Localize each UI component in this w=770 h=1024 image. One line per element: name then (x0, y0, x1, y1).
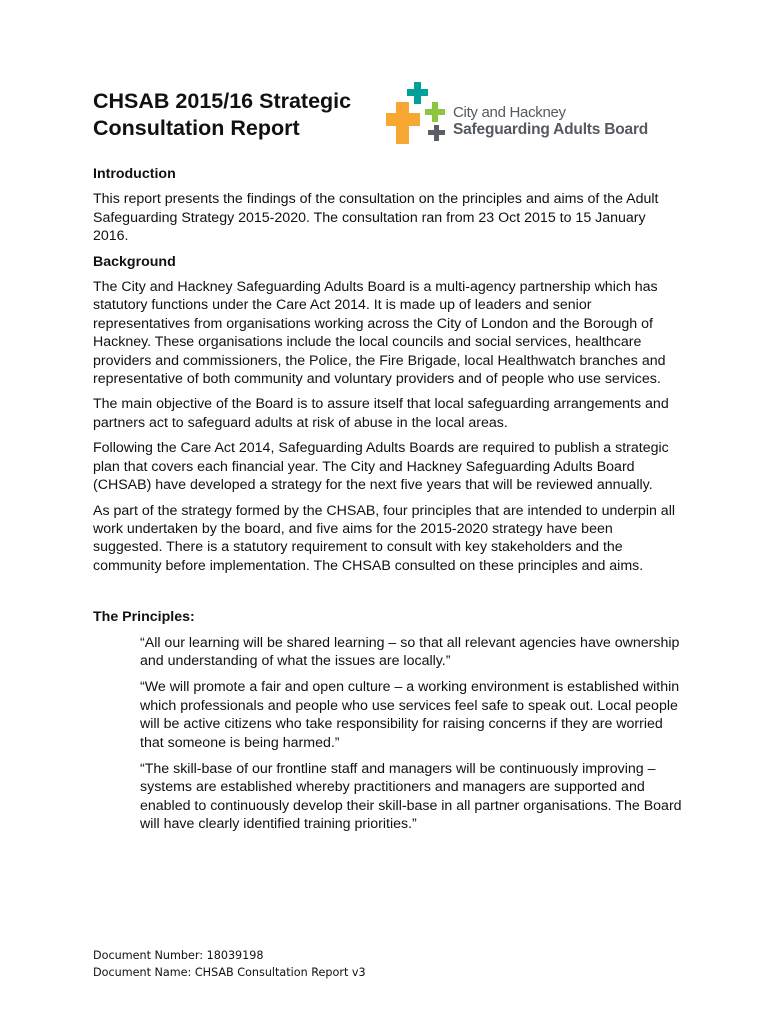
orange-cross-icon (386, 102, 420, 144)
teal-cross-icon (407, 82, 428, 104)
principle-item: “The skill-base of our frontline staff and managers will be continuously improving – systems are established whereby practitioners and managers are supported and enabled to continuously develop their skill-base in all partner organisations. The Board will have clearly identified training priorities.” (140, 760, 682, 833)
introduction-paragraph: This report presents the findings of the consultation on the principles and aims of the Adult Safeguarding Strategy 2015-2020. The consultation ran from 23 Oct 2015 to 15 January 2016. (93, 191, 659, 245)
section-spacer (93, 582, 683, 608)
background-paragraph-4: As part of the strategy formed by the CHSAB, four principles that are intended to underpin all work undertaken by the board, and five aims for the 2015-2020 strategy have been suggested. There is a statutory requirement to consult with key stakeholders and the community before implementation. The CHSAB consulted on these principles and aims. (93, 502, 676, 574)
green-cross-icon (425, 102, 445, 122)
background-paragraph-3: Following the Care Act 2014, Safeguarding Adults Boards are required to publish a strategic plan that covers each financial year. The City and Hackney Safeguarding Adults Board (CHSAB) have developed a strategy for the next five years that will be reviewed annually. (93, 440, 669, 494)
title-line-2: Consultation Report (93, 116, 300, 140)
introduction-heading: Introduction (93, 166, 176, 182)
principle-item: “All our learning will be shared learning – so that all relevant agencies have ownership and understanding of what the issues are locally.” (140, 634, 680, 669)
footer-document-number: Document Number: 18039198 (93, 949, 264, 962)
document-footer (93, 947, 366, 981)
background-paragraph-1: The City and Hackney Safeguarding Adults Board is a multi-agency partnership which has statutory functions under the Care Act 2014. It is made up of leaders and senior representatives from organisations working across the City of London and the Borough of Hackney. These organisations include the local councils and social services, healthcare providers and commissioners, the Police, the Fire Brigade, local Healthwatch branches and representative of both community and voluntary providers and of people who use services. (93, 279, 666, 388)
chsab-logo (383, 80, 673, 150)
principles-heading: The Principles: (93, 609, 195, 626)
background-paragraph-2: The main objective of the Board is to assure itself that local safeguarding arrangements and partners act to safeguard adults at risk of abuse in the local areas. (93, 396, 669, 431)
footer-document-name: Document Name: CHSAB Consultation Report v3 (93, 966, 366, 979)
logo-text-safeguarding: Safeguarding Adults Board (453, 121, 649, 138)
document-title (93, 88, 393, 142)
principle-item: “We will promote a fair and open culture – a working environment is established within which professionals and people who use services feel safe to speak out. Local people will be active citizens who take responsibility for raising concerns if they are worried that someone is being harmed.” (140, 679, 680, 751)
background-heading: Background (93, 253, 176, 270)
document-body (93, 165, 683, 842)
logo-crosses-icon (383, 80, 453, 150)
grey-cross-icon (428, 125, 445, 141)
logo-text-city-hackney: City and Hackney (453, 104, 566, 121)
title-line-1: CHSAB 2015/16 Strategic (93, 89, 352, 113)
